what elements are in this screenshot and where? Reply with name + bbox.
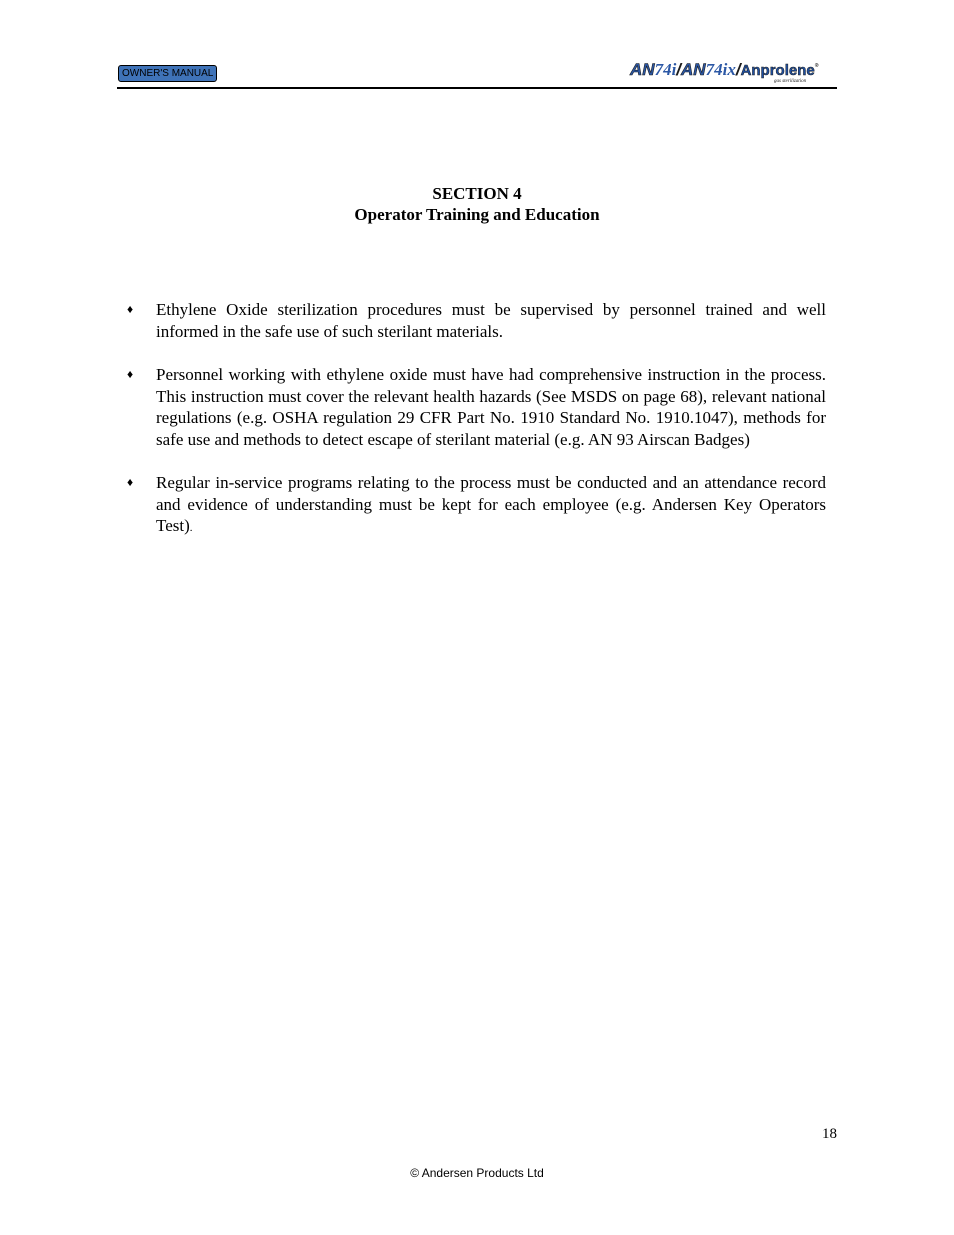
- section-heading: [117, 183, 837, 225]
- logo-separator-2: /: [735, 60, 741, 79]
- bullet-trailing-period: .: [189, 522, 193, 534]
- copyright-footer: © Andersen Products Ltd: [410, 1166, 544, 1180]
- logo-separator-1: /: [676, 60, 682, 79]
- section-title: Operator Training and Education: [354, 205, 600, 224]
- section-number: SECTION 4: [432, 184, 522, 203]
- diamond-bullet-icon: ♦: [127, 475, 134, 489]
- header-rule: [117, 87, 837, 89]
- logo-tagline: gas sterilization: [774, 79, 807, 84]
- list-item: [117, 472, 826, 540]
- owners-manual-badge: OWNER'S MANUAL: [118, 65, 217, 82]
- bullet-text: Ethylene Oxide sterilization procedures must be supervised by personnel trained and well informed in the safe use of such sterilant materials.: [156, 300, 826, 341]
- product-logo: [628, 55, 838, 85]
- logo-model-1: 74i: [654, 60, 677, 79]
- logo-an-1: AN: [630, 60, 655, 79]
- diamond-bullet-icon: ♦: [127, 302, 134, 316]
- page-number: 18: [822, 1126, 837, 1142]
- logo-text: [629, 60, 819, 79]
- training-requirements-list: [117, 299, 826, 562]
- bullet-text: Personnel working with ethylene oxide must have had comprehensive instruction in the process. This instruction must cover the relevant health hazards (See MSDS on page 68), relevant national regulations (e.g. OSHA regulation 29 CFR Part No. 1910 Standard No. 1910.1047), methods for safe use and methods to detect escape of sterilant material (e.g. AN 93 Airscan Badges): [156, 365, 826, 449]
- list-item: [117, 364, 826, 450]
- logo-model-2: 74ix: [705, 60, 736, 79]
- list-item: [117, 299, 826, 342]
- diamond-bullet-icon: ♦: [127, 367, 134, 381]
- logo-trademark: ®: [814, 63, 819, 69]
- bullet-text: Regular in-service programs relating to the process must be conducted and an attendance record and evidence of understanding must be kept for each employee (e.g. Andersen Key Operators Test): [156, 473, 826, 535]
- logo-brand: Anprolene: [740, 62, 815, 79]
- logo-an-2: AN: [681, 60, 706, 79]
